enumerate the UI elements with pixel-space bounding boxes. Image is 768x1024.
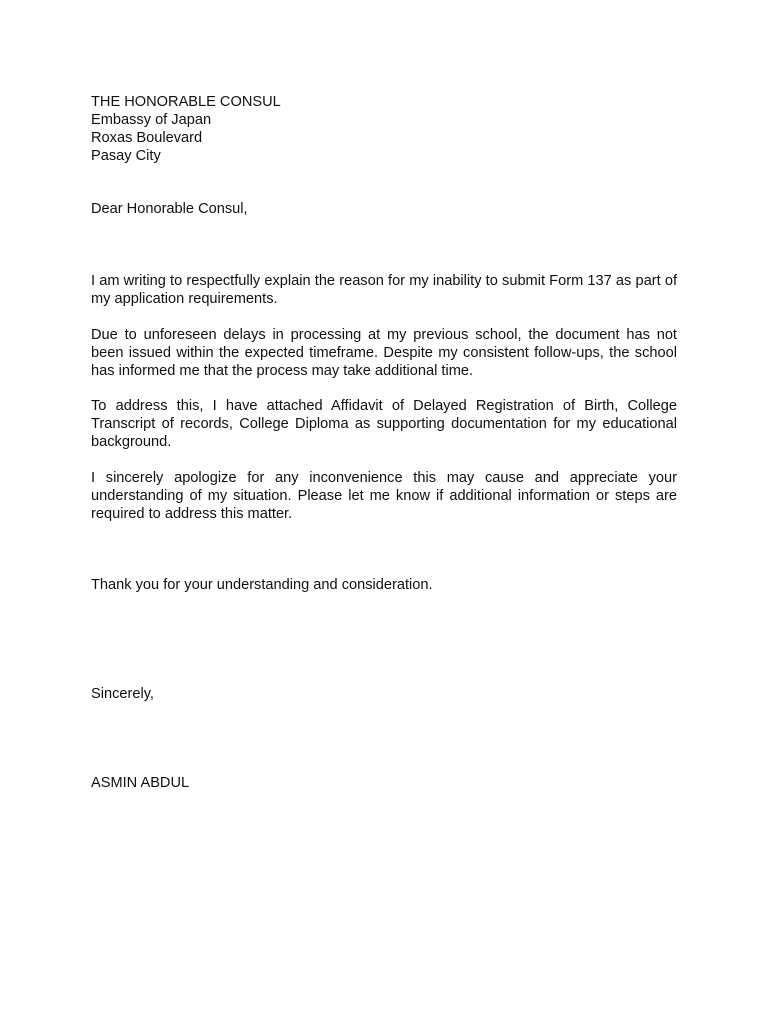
body-paragraph-2: Due to unforeseen delays in processing at my previous school, the document has not been issued within the expected timeframe. Despite my consistent follow-ups, the school has informed me that the process may take additional time. — [91, 327, 677, 379]
body-paragraph-1: I am writing to respectfully explain the reason for my inability to submit Form 137 as part of my application requirements. — [91, 273, 677, 307]
recipient-city: Pasay City — [91, 148, 161, 164]
body-paragraph-3: To address this, I have attached Affidavit of Delayed Registration of Birth, College Transcript of records, College Diploma as supporting documentation for my educational background. — [91, 398, 677, 450]
recipient-address — [91, 93, 677, 165]
recipient-organization: Embassy of Japan — [91, 112, 212, 128]
body-paragraph-4: I sincerely apologize for any inconvenience this may cause and appreciate your understanding of my situation. Please let me know if additional information or steps are required to address this matter. — [91, 470, 677, 522]
recipient-title: THE HONORABLE CONSUL — [91, 94, 281, 110]
salutation: Dear Honorable Consul, — [91, 201, 248, 217]
signature-name: ASMIN ABDUL — [91, 775, 190, 791]
recipient-street: Roxas Boulevard — [91, 130, 203, 146]
signoff: Sincerely, — [91, 686, 154, 702]
closing-thanks: Thank you for your understanding and consideration. — [91, 577, 433, 593]
